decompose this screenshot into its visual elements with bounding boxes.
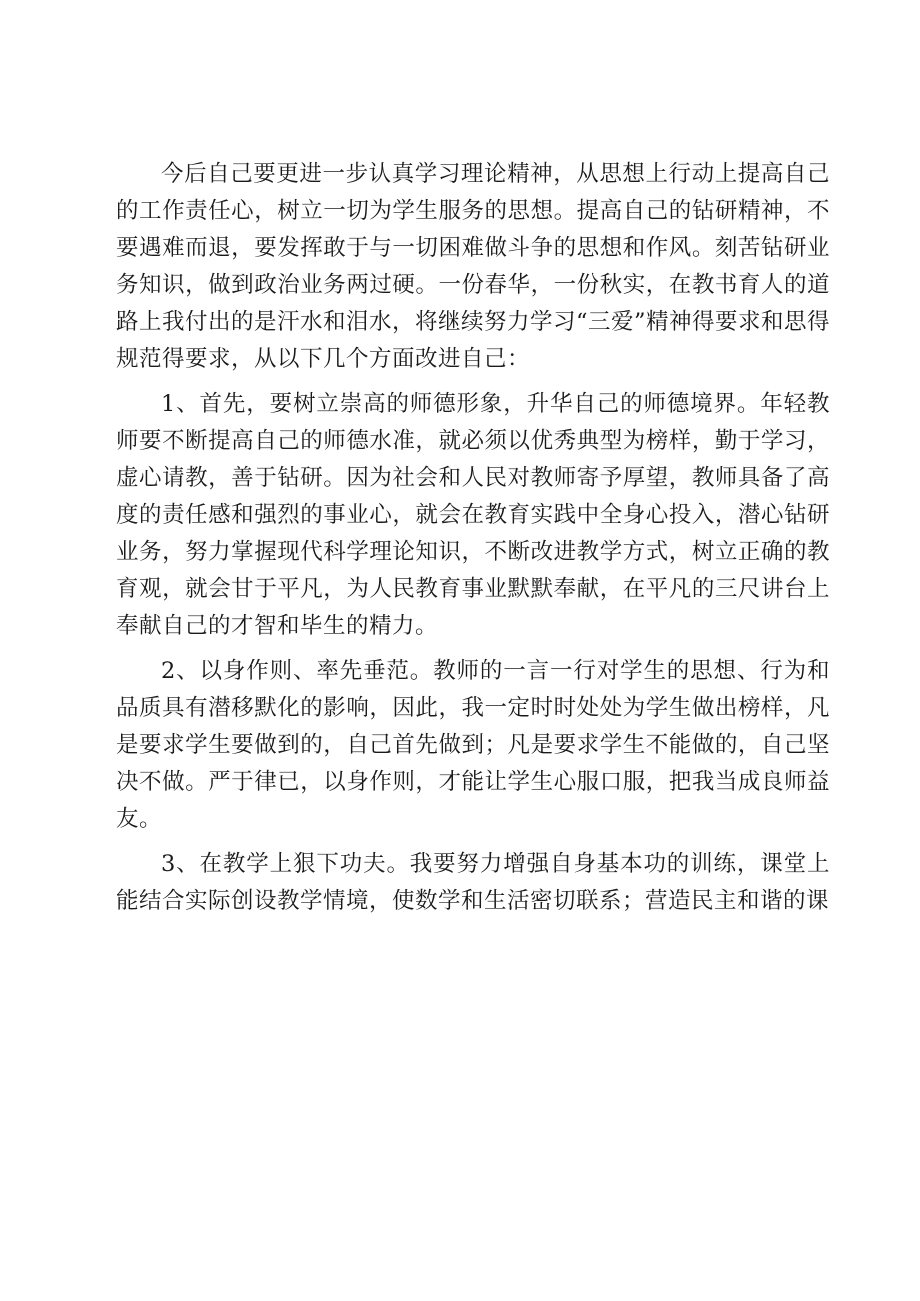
document-body	[116, 156, 830, 928]
paragraph-point-3: 3、在教学上狠下功夫。我要努力增强自身基本功的训练，课堂上能结合实际创设教学情境，使数学和生活密切联系；营造民主和谐的课	[116, 851, 830, 914]
paragraph-point-1: 1、首先，要树立崇高的师德形象，升华自己的师德境界。年轻教师要不断提高自己的师德水准，就必须以优秀典型为榜样，勤于学习，虚心请教，善于钻研。因为社会和人民对教师寄予厚望，教师具备了高度的责任感和强烈的事业心，就会在教育实践中全身心投入，潜心钻研业务，努力掌握现代科学理论知识，不断改进教学方式，树立正确的教育观，就会甘于平凡，为人民教育事业默默奉献，在平凡的三尺讲台上奉献自己的才智和毕生的精力。	[116, 391, 830, 639]
paragraph-point-2: 2、以身作则、率先垂范。教师的一言一行对学生的思想、行为和品质具有潜移默化的影响，因此，我一定时时处处为学生做出榜样，凡是要求学生要做到的，自己首先做到；凡是要求学生不能做的，自己坚决不做。严于律已，以身作则，才能让学生心服口服，把我当成良师益友。	[116, 658, 830, 832]
paragraph-intro: 今后自己要更进一步认真学习理论精神，从思想上行动上提高自己的工作责任心，树立一切为学生服务的思想。提高自己的钻研精神，不要遇难而退，要发挥敢于与一切困难做斗争的思想和作风。刻苦钻研业务知识，做到政治业务两过硬。一份春华，一份秋实，在教书育人的道路上我付出的是汗水和泪水，将继续努力学习“三爱”精神得要求和思得规范得要求，从以下几个方面改进自己：	[116, 161, 831, 372]
